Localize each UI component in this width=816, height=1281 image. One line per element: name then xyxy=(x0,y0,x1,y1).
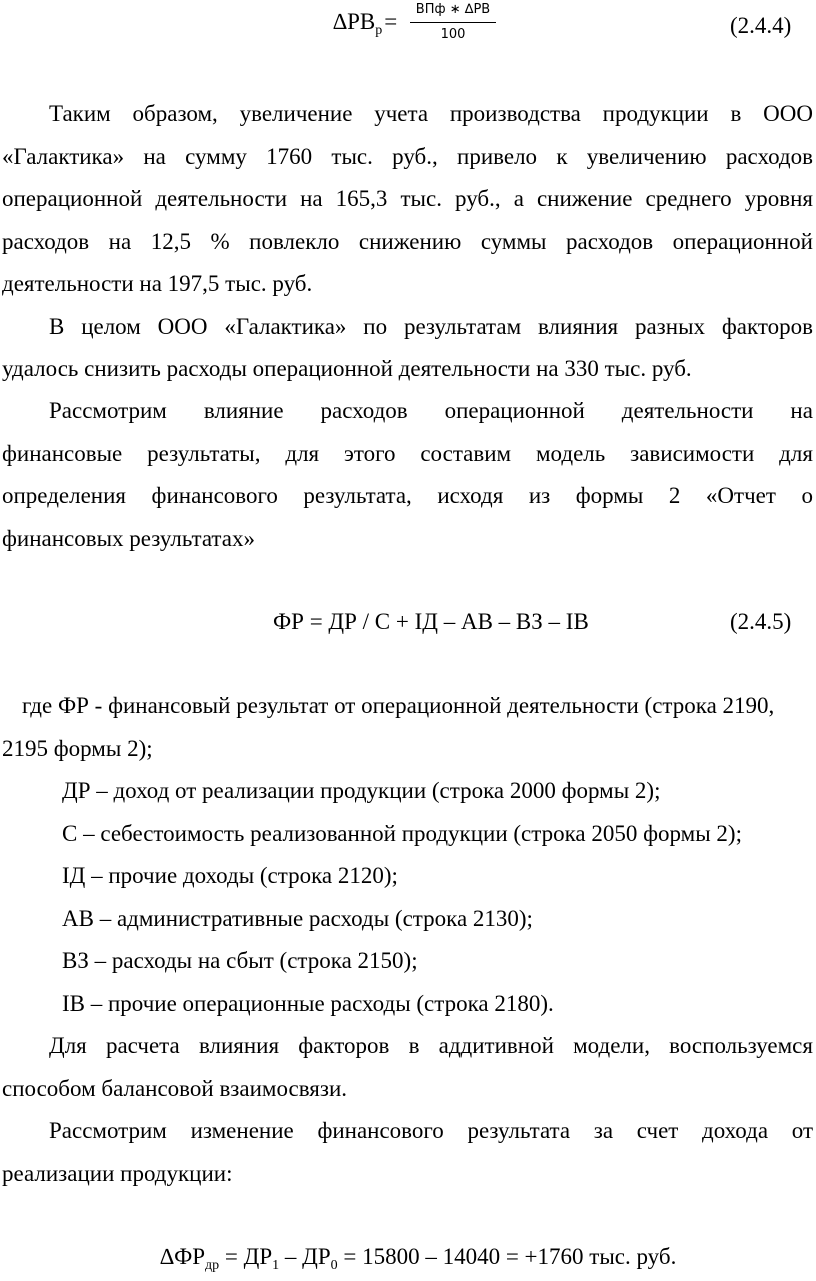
formula-2-4-4-number: (2.4.4) xyxy=(730,13,792,38)
paragraph-3-line-1: Рассмотрим влияние расходов операционной деятельности на xyxy=(49,398,813,423)
formula-2-4-4-denominator: 100 xyxy=(440,27,466,42)
paragraph-3-line-2: финансовые результаты, для этого составим модель зависимости для xyxy=(2,441,813,466)
paragraph-1-line-5: деятельности на 197,5 тыс. руб. xyxy=(2,271,313,296)
where-line-1: где ФР - финансовый результат от операционной деятельности (строка 2190, xyxy=(22,693,775,718)
where-item-dr: ДР – доход от реализации продукции (строка 2000 формы 2); xyxy=(62,778,661,803)
paragraph-5-line-1: Рассмотрим изменение финансового результата за счет дохода от xyxy=(49,1118,813,1143)
where-item-vz: ВЗ – расходы на сбыт (строка 2150); xyxy=(62,948,418,973)
formula-delta-fr: $\Delta ФР_{др} = ДР_1 - ДР_0 = 15800 - 14040 = +1760$ тыс. руб. xyxy=(160,1244,677,1273)
paragraph-1-line-2: «Галактика» на сумму 1760 тыс. руб., привело к увеличению расходов xyxy=(2,144,813,169)
formula-2-4-5: ФР = ДР / С + ІД – АВ – ВЗ – ІВ xyxy=(273,609,589,634)
where-item-av: АВ – административные расходы (строка 2130); xyxy=(62,906,533,931)
where-line-2: 2195 формы 2); xyxy=(2,736,153,761)
paragraph-5-line-2: реализации продукции: xyxy=(2,1161,233,1186)
where-item-iv: ІВ – прочие операционные расходы (строка 2180). xyxy=(62,991,554,1016)
paragraph-3-line-4: финансовых результатах» xyxy=(2,526,255,551)
paragraph-3-line-3: определения финансового результата, исходя из формы 2 «Отчет о xyxy=(2,483,813,508)
formula-2-4-4-numerator: ВПф ∗ ∆РВ xyxy=(415,2,491,17)
where-item-id: ІД – прочие доходы (строка 2120); xyxy=(62,863,398,888)
where-item-s: С – себестоимость реализованной продукции (строка 2050 формы 2); xyxy=(62,821,742,846)
fraction-bar xyxy=(410,22,496,23)
paragraph-2-line-1: В целом ООО «Галактика» по результатам влияния разных факторов xyxy=(49,314,813,339)
paragraph-4-line-2: способом балансовой взаимосвязи. xyxy=(2,1076,348,1101)
paragraph-1-line-3: операционной деятельности на 165,3 тыс. руб., а снижение среднего уровня xyxy=(2,186,813,211)
paragraph-4-line-1: Для расчета влияния факторов в аддитивной модели, воспользуемся xyxy=(49,1033,813,1058)
formula-2-4-4-lhs: $\Delta РВ_р=$ xyxy=(333,9,398,38)
paragraph-2-line-2: удалось снизить расходы операционной деятельности на 330 тыс. руб. xyxy=(2,356,692,381)
paragraph-1-line-4: расходов на 12,5 % повлекло снижению суммы расходов операционной xyxy=(2,229,813,254)
formula-2-4-5-number: (2.4.5) xyxy=(730,609,792,634)
paragraph-1-line-1: Таким образом, увеличение учета производства продукции в ООО xyxy=(49,101,813,126)
formula-eq: = xyxy=(384,9,398,34)
